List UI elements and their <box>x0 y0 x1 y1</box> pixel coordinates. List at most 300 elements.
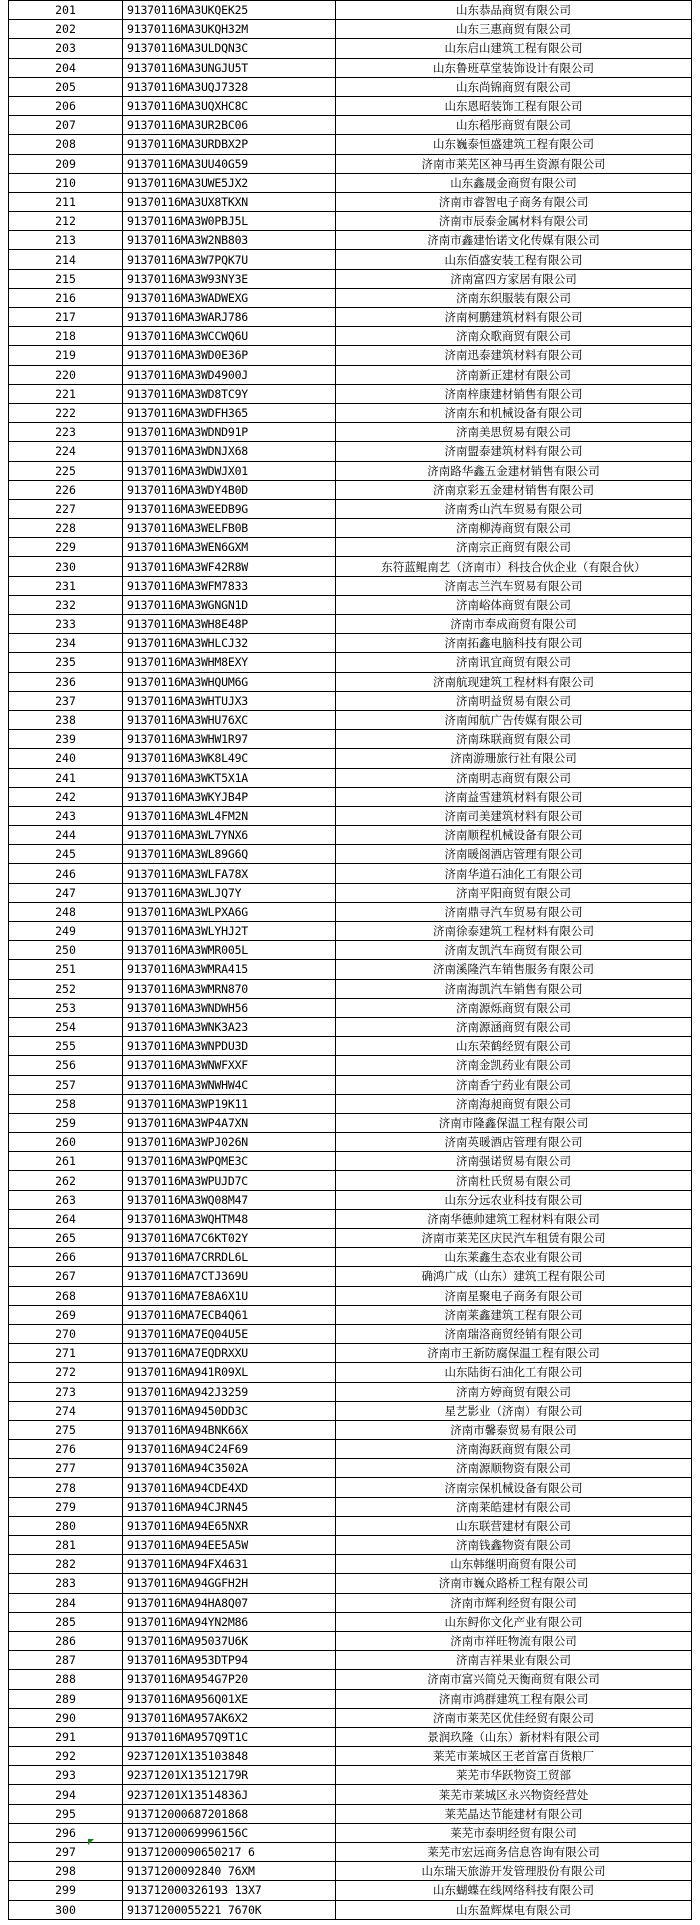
company-name-cell[interactable]: 济南方婷商贸有限公司 <box>336 1382 692 1401</box>
row-number-cell[interactable]: 283 <box>9 1574 123 1593</box>
company-name-cell[interactable]: 济南海昶商贸有限公司 <box>336 1094 692 1113</box>
credit-code-cell[interactable]: 91370116MA3UU40G59 <box>123 154 336 173</box>
company-name-cell[interactable]: 山东莱鑫生态农业有限公司 <box>336 1248 692 1267</box>
company-name-cell[interactable]: 济南星聚电子商务有限公司 <box>336 1286 692 1305</box>
credit-code-cell[interactable]: 91370116MA3WLJQ7Y <box>123 883 336 902</box>
row-number-cell[interactable]: 261 <box>9 1152 123 1171</box>
row-number-cell[interactable]: 222 <box>9 403 123 422</box>
credit-code-cell[interactable]: 91370116MA3WNWHW4C <box>123 1075 336 1094</box>
credit-code-cell[interactable]: 91370116MA3WL4FM2N <box>123 806 336 825</box>
credit-code-cell[interactable]: 91370116MA3WPJ026N <box>123 1133 336 1152</box>
company-name-cell[interactable]: 山东瑞天旅游开发管理股份有限公司 <box>336 1862 692 1881</box>
credit-code-cell[interactable]: 91370116MA3WMRA415 <box>123 960 336 979</box>
credit-code-cell[interactable]: 91370116MA94EE5A5W <box>123 1536 336 1555</box>
company-name-cell[interactable]: 济南益雪建筑材料有限公司 <box>336 787 692 806</box>
row-number-cell[interactable]: 298 <box>9 1862 123 1881</box>
company-name-cell[interactable]: 济南众歌商贸有限公司 <box>336 327 692 346</box>
credit-code-cell[interactable]: 91370116MA957Q9T1C <box>123 1727 336 1746</box>
credit-code-cell[interactable]: 91370116MA3WDY4B0D <box>123 480 336 499</box>
credit-code-cell[interactable]: 91370116MA3WEN6GXM <box>123 538 336 557</box>
credit-code-cell[interactable]: 91370116MA3WCCWQ6U <box>123 327 336 346</box>
company-name-cell[interactable]: 济南市鸿群建筑工程有限公司 <box>336 1689 692 1708</box>
company-name-cell[interactable]: 山东三惠商贸有限公司 <box>336 20 692 39</box>
company-name-cell[interactable]: 济南市祥旺物流有限公司 <box>336 1631 692 1650</box>
company-name-cell[interactable]: 济南市隆鑫保温工程有限公司 <box>336 1113 692 1132</box>
row-number-cell[interactable]: 245 <box>9 845 123 864</box>
credit-code-cell[interactable]: 91370116MA3WNWFXXF <box>123 1056 336 1075</box>
row-number-cell[interactable]: 248 <box>9 902 123 921</box>
credit-code-cell[interactable]: 91370116MA3WL7YNX6 <box>123 826 336 845</box>
row-number-cell[interactable]: 212 <box>9 212 123 231</box>
row-number-cell[interactable]: 204 <box>9 58 123 77</box>
company-name-cell[interactable]: 山东鲟你文化产业有限公司 <box>336 1612 692 1631</box>
row-number-cell[interactable]: 215 <box>9 269 123 288</box>
credit-code-cell[interactable]: 91370116MA94CDE4XD <box>123 1478 336 1497</box>
credit-code-cell[interactable]: 91370116MA3WPQME3C <box>123 1152 336 1171</box>
credit-code-cell[interactable]: 91370116MA3W0PBJ5L <box>123 212 336 231</box>
credit-code-cell[interactable]: 91371200069996156C <box>123 1823 336 1842</box>
row-number-cell[interactable]: 241 <box>9 768 123 787</box>
company-name-cell[interactable]: 济南峪体商贸有限公司 <box>336 595 692 614</box>
credit-code-cell[interactable]: 91370116MA7EQDRXXU <box>123 1344 336 1363</box>
row-number-cell[interactable]: 299 <box>9 1881 123 1900</box>
company-name-cell[interactable]: 济南宗保机械设备有限公司 <box>336 1478 692 1497</box>
credit-code-cell[interactable]: 91370116MA3URDBX2P <box>123 135 336 154</box>
credit-code-cell[interactable]: 91370116MA3WLPXA6G <box>123 902 336 921</box>
company-name-cell[interactable]: 济南金凯药业有限公司 <box>336 1056 692 1075</box>
row-number-cell[interactable]: 284 <box>9 1593 123 1612</box>
credit-code-cell[interactable]: 91370116MA942J3259 <box>123 1382 336 1401</box>
row-number-cell[interactable]: 262 <box>9 1171 123 1190</box>
row-number-cell[interactable]: 271 <box>9 1344 123 1363</box>
row-number-cell[interactable]: 253 <box>9 998 123 1017</box>
credit-code-cell[interactable]: 91370116MA3WADWEXG <box>123 288 336 307</box>
row-number-cell[interactable]: 232 <box>9 595 123 614</box>
company-name-cell[interactable]: 山东荣鹤经贸有限公司 <box>336 1037 692 1056</box>
row-number-cell[interactable]: 259 <box>9 1113 123 1132</box>
row-number-cell[interactable]: 265 <box>9 1229 123 1248</box>
row-number-cell[interactable]: 210 <box>9 173 123 192</box>
row-number-cell[interactable]: 249 <box>9 922 123 941</box>
company-name-cell[interactable]: 确鸿广成（山东）建筑工程有限公司 <box>336 1267 692 1286</box>
credit-code-cell[interactable]: 91370116MA3WGNGN1D <box>123 595 336 614</box>
credit-code-cell[interactable]: 91370116MA3WNDWH56 <box>123 998 336 1017</box>
row-number-cell[interactable]: 236 <box>9 672 123 691</box>
company-name-cell[interactable]: 济南东和机械设备有限公司 <box>336 403 692 422</box>
credit-code-cell[interactable]: 91370116MA3WLFA78X <box>123 864 336 883</box>
credit-code-cell[interactable]: 91370116MA3UR2BC06 <box>123 116 336 135</box>
company-name-cell[interactable]: 山东蝴蝶在线网络科技有限公司 <box>336 1881 692 1900</box>
company-name-cell[interactable]: 济南市莱芜区庆民汽车租赁有限公司 <box>336 1229 692 1248</box>
company-name-cell[interactable]: 济南市奉成商贸有限公司 <box>336 615 692 634</box>
credit-code-cell[interactable]: 91370116MA94FX4631 <box>123 1555 336 1574</box>
company-name-cell[interactable]: 济南溪隆汽车销售服务有限公司 <box>336 960 692 979</box>
company-name-cell[interactable]: 山东鲁班草堂装饰设计有限公司 <box>336 58 692 77</box>
company-name-cell[interactable]: 济南游珊旅行社有限公司 <box>336 749 692 768</box>
row-number-cell[interactable]: 282 <box>9 1555 123 1574</box>
company-name-cell[interactable]: 济南香宁药业有限公司 <box>336 1075 692 1094</box>
row-number-cell[interactable]: 208 <box>9 135 123 154</box>
company-name-cell[interactable]: 山东恩昭装饰工程有限公司 <box>336 96 692 115</box>
credit-code-cell[interactable]: 91370116MA3WEEDB9G <box>123 499 336 518</box>
row-number-cell[interactable]: 257 <box>9 1075 123 1094</box>
company-name-cell[interactable]: 济南路华鑫五金建材销售有限公司 <box>336 461 692 480</box>
credit-code-cell[interactable]: 91370116MA3WHW1R97 <box>123 730 336 749</box>
company-name-cell[interactable]: 济南珠联商贸有限公司 <box>336 730 692 749</box>
credit-code-cell[interactable]: 91370116MA3WDFH365 <box>123 403 336 422</box>
row-number-cell[interactable]: 251 <box>9 960 123 979</box>
company-name-cell[interactable]: 济南英暖酒店管理有限公司 <box>336 1133 692 1152</box>
company-name-cell[interactable]: 济南平阳商贸有限公司 <box>336 883 692 902</box>
credit-code-cell[interactable]: 91370116MA3WHM8EXY <box>123 653 336 672</box>
company-name-cell[interactable]: 济南暖阁酒店管理有限公司 <box>336 845 692 864</box>
credit-code-cell[interactable]: 91370116MA94E65NXR <box>123 1516 336 1535</box>
credit-code-cell[interactable]: 91370116MA3WD4900J <box>123 365 336 384</box>
row-number-cell[interactable]: 277 <box>9 1459 123 1478</box>
row-number-cell[interactable]: 281 <box>9 1536 123 1555</box>
company-name-cell[interactable]: 济南航现建筑工程材料有限公司 <box>336 672 692 691</box>
row-number-cell[interactable]: 211 <box>9 192 123 211</box>
row-number-cell[interactable]: 229 <box>9 538 123 557</box>
row-number-cell[interactable]: 269 <box>9 1305 123 1324</box>
credit-code-cell[interactable]: 91370116MA3WHTUJX3 <box>123 691 336 710</box>
row-number-cell[interactable]: 224 <box>9 442 123 461</box>
company-name-cell[interactable]: 济南市王新防腐保温工程有限公司 <box>336 1344 692 1363</box>
row-number-cell[interactable]: 231 <box>9 576 123 595</box>
credit-code-cell[interactable]: 91370116MA3WL89G6Q <box>123 845 336 864</box>
row-number-cell[interactable]: 242 <box>9 787 123 806</box>
company-name-cell[interactable]: 济南源涵商贸有限公司 <box>336 1017 692 1036</box>
row-number-cell[interactable]: 218 <box>9 327 123 346</box>
row-number-cell[interactable]: 203 <box>9 39 123 58</box>
company-name-cell[interactable]: 山东韩继明商贸有限公司 <box>336 1555 692 1574</box>
row-number-cell[interactable]: 235 <box>9 653 123 672</box>
row-number-cell[interactable]: 246 <box>9 864 123 883</box>
credit-code-cell[interactable]: 91370116MA3WQHTM48 <box>123 1209 336 1228</box>
credit-code-cell[interactable]: 91370116MA954G7P20 <box>123 1670 336 1689</box>
company-name-cell[interactable]: 莱芜市莱城区王老首富百货粮厂 <box>336 1747 692 1766</box>
credit-code-cell[interactable]: 91370116MA3UKQEK25 <box>123 1 336 20</box>
row-number-cell[interactable]: 243 <box>9 806 123 825</box>
company-name-cell[interactable]: 济南明益贸易有限公司 <box>336 691 692 710</box>
company-name-cell[interactable]: 莱芜市泰明经贸有限公司 <box>336 1823 692 1842</box>
company-name-cell[interactable]: 济南市富兴简兑天衡商贸有限公司 <box>336 1670 692 1689</box>
credit-code-cell[interactable]: 91370116MA3WD8TC9Y <box>123 384 336 403</box>
credit-code-cell[interactable]: 91370116MA94GGFH2H <box>123 1574 336 1593</box>
row-number-cell[interactable]: 260 <box>9 1133 123 1152</box>
credit-code-cell[interactable]: 91370116MA3UQJ7328 <box>123 77 336 96</box>
credit-code-cell[interactable]: 91370116MA3UNGJU5T <box>123 58 336 77</box>
company-name-cell[interactable]: 景润玖隆（山东）新材料有限公司 <box>336 1727 692 1746</box>
row-number-cell[interactable]: 266 <box>9 1248 123 1267</box>
row-number-cell[interactable]: 286 <box>9 1631 123 1650</box>
credit-code-cell[interactable]: 91370116MA3W2NB803 <box>123 231 336 250</box>
row-number-cell[interactable]: 294 <box>9 1785 123 1804</box>
company-name-cell[interactable]: 济南华德帅建筑工程材料有限公司 <box>336 1209 692 1228</box>
credit-code-cell[interactable]: 91370116MA3WK8L49C <box>123 749 336 768</box>
credit-code-cell[interactable]: 913712000687201868 <box>123 1804 336 1823</box>
row-number-cell[interactable]: 285 <box>9 1612 123 1631</box>
credit-code-cell[interactable]: 91370116MA3WQ08M47 <box>123 1190 336 1209</box>
company-name-cell[interactable]: 济南源烁商贸有限公司 <box>336 998 692 1017</box>
company-name-cell[interactable]: 济南市莱芜区优佳经贸有限公司 <box>336 1708 692 1727</box>
credit-code-cell[interactable]: 91370116MA3UWE5JX2 <box>123 173 336 192</box>
credit-code-cell[interactable]: 91370116MA7EQ04U5E <box>123 1324 336 1343</box>
row-number-cell[interactable]: 292 <box>9 1747 123 1766</box>
row-number-cell[interactable]: 289 <box>9 1689 123 1708</box>
credit-code-cell[interactable]: 91370116MA94CJRN45 <box>123 1497 336 1516</box>
credit-code-cell[interactable]: 91370116MA3WKT5X1A <box>123 768 336 787</box>
row-number-cell[interactable]: 255 <box>9 1037 123 1056</box>
row-number-cell[interactable]: 256 <box>9 1056 123 1075</box>
credit-code-cell[interactable]: 91370116MA3WKYJB4P <box>123 787 336 806</box>
credit-code-cell[interactable]: 91370116MA3WNK3A23 <box>123 1017 336 1036</box>
row-number-cell[interactable]: 280 <box>9 1516 123 1535</box>
company-name-cell[interactable]: 莱芜晶达节能建材有限公司 <box>336 1804 692 1823</box>
credit-code-cell[interactable]: 91371200092840 76XM <box>123 1862 336 1881</box>
row-number-cell[interactable]: 206 <box>9 96 123 115</box>
company-name-cell[interactable]: 济南源顺物资有限公司 <box>336 1459 692 1478</box>
row-number-cell[interactable]: 279 <box>9 1497 123 1516</box>
row-number-cell[interactable]: 239 <box>9 730 123 749</box>
company-name-cell[interactable]: 山东盈辉煤电有限公司 <box>336 1900 692 1919</box>
credit-code-cell[interactable]: 91370116MA94C24F69 <box>123 1440 336 1459</box>
credit-code-cell[interactable]: 91370116MA3W93NY3E <box>123 269 336 288</box>
company-name-cell[interactable]: 济南市鑫建怡诺文化传媒有限公司 <box>336 231 692 250</box>
row-number-cell[interactable]: 220 <box>9 365 123 384</box>
company-name-cell[interactable]: 济南钱鑫物资有限公司 <box>336 1536 692 1555</box>
row-number-cell[interactable]: 270 <box>9 1324 123 1343</box>
credit-code-cell[interactable]: 91370116MA3WPUJD7C <box>123 1171 336 1190</box>
row-number-cell[interactable]: 205 <box>9 77 123 96</box>
credit-code-cell[interactable]: 92371201X13514836J <box>123 1785 336 1804</box>
row-number-cell[interactable]: 293 <box>9 1766 123 1785</box>
credit-code-cell[interactable]: 91370116MA3WFM7833 <box>123 576 336 595</box>
row-number-cell[interactable]: 287 <box>9 1651 123 1670</box>
row-number-cell[interactable]: 214 <box>9 250 123 269</box>
row-number-cell[interactable]: 209 <box>9 154 123 173</box>
credit-code-cell[interactable]: 91370116MA7E8A6X1U <box>123 1286 336 1305</box>
row-number-cell[interactable]: 230 <box>9 557 123 576</box>
company-name-cell[interactable]: 济南杜氏贸易有限公司 <box>336 1171 692 1190</box>
company-name-cell[interactable]: 东符蓝鲲南艺（济南市）科技合伙企业（有限合伙） <box>336 557 692 576</box>
row-number-cell[interactable]: 258 <box>9 1094 123 1113</box>
credit-code-cell[interactable]: 91370116MA3UQXHC8C <box>123 96 336 115</box>
row-number-cell[interactable]: 264 <box>9 1209 123 1228</box>
company-name-cell[interactable]: 济南华道石油化工有限公司 <box>336 864 692 883</box>
row-number-cell[interactable]: 247 <box>9 883 123 902</box>
credit-code-cell[interactable]: 92371201X13512179R <box>123 1766 336 1785</box>
row-number-cell[interactable]: 234 <box>9 634 123 653</box>
credit-code-cell[interactable]: 91370116MA3UKQH32M <box>123 20 336 39</box>
company-name-cell[interactable]: 山东稻彤商贸有限公司 <box>336 116 692 135</box>
row-number-cell[interactable]: 263 <box>9 1190 123 1209</box>
credit-code-cell[interactable]: 91370116MA3WHU76XC <box>123 710 336 729</box>
row-number-cell[interactable]: 240 <box>9 749 123 768</box>
row-number-cell[interactable]: 278 <box>9 1478 123 1497</box>
company-name-cell[interactable]: 山东巍泰恒盛建筑工程有限公司 <box>336 135 692 154</box>
row-number-cell[interactable]: 254 <box>9 1017 123 1036</box>
company-name-cell[interactable]: 济南顺程机械设备有限公司 <box>336 826 692 845</box>
row-number-cell[interactable]: 296 <box>9 1823 123 1842</box>
company-name-cell[interactable]: 济南海跃商贸有限公司 <box>336 1440 692 1459</box>
company-name-cell[interactable]: 济南司美建筑材料有限公司 <box>336 806 692 825</box>
row-number-cell[interactable]: 237 <box>9 691 123 710</box>
row-number-cell[interactable]: 202 <box>9 20 123 39</box>
company-name-cell[interactable]: 济南市辉利经贸有限公司 <box>336 1593 692 1612</box>
credit-code-cell[interactable]: 91370116MA7C6KT02Y <box>123 1229 336 1248</box>
credit-code-cell[interactable]: 92371201X135103848 <box>123 1747 336 1766</box>
row-number-cell[interactable]: 288 <box>9 1670 123 1689</box>
row-number-cell[interactable]: 272 <box>9 1363 123 1382</box>
row-number-cell[interactable]: 217 <box>9 308 123 327</box>
credit-code-cell[interactable]: 91370116MA7CTJ369U <box>123 1267 336 1286</box>
credit-code-cell[interactable]: 91370116MA3WDND91P <box>123 423 336 442</box>
row-number-cell[interactable]: 238 <box>9 710 123 729</box>
credit-code-cell[interactable]: 91370116MA957AK6X2 <box>123 1708 336 1727</box>
company-name-cell[interactable]: 济南拓鑫电脑科技有限公司 <box>336 634 692 653</box>
row-number-cell[interactable]: 300 <box>9 1900 123 1919</box>
company-name-cell[interactable]: 济南秀山汽车贸易有限公司 <box>336 499 692 518</box>
credit-code-cell[interactable]: 91370116MA3WP19K11 <box>123 1094 336 1113</box>
credit-code-cell[interactable]: 91370116MA3WDNJX68 <box>123 442 336 461</box>
credit-code-cell[interactable]: 91370116MA95037U6K <box>123 1631 336 1650</box>
credit-code-cell[interactable]: 91370116MA3WD0E36P <box>123 346 336 365</box>
company-name-cell[interactable]: 山东陆街石油化工有限公司 <box>336 1363 692 1382</box>
row-number-cell[interactable]: 201 <box>9 1 123 20</box>
row-number-cell[interactable]: 227 <box>9 499 123 518</box>
company-name-cell[interactable]: 济南莱皓建材有限公司 <box>336 1497 692 1516</box>
credit-code-cell[interactable]: 91370116MA3UX8TKXN <box>123 192 336 211</box>
credit-code-cell[interactable]: 91370116MA3W7PQK7U <box>123 250 336 269</box>
company-name-cell[interactable]: 济南海凯汽车销售有限公司 <box>336 979 692 998</box>
company-name-cell[interactable]: 济南梓康建材销售有限公司 <box>336 384 692 403</box>
company-name-cell[interactable]: 山东佰盛安装工程有限公司 <box>336 250 692 269</box>
credit-code-cell[interactable]: 91370116MA3WHQUM6G <box>123 672 336 691</box>
credit-code-cell[interactable]: 91370116MA3WMR005L <box>123 941 336 960</box>
credit-code-cell[interactable]: 91370116MA941R09XL <box>123 1363 336 1382</box>
row-number-cell[interactable]: 295 <box>9 1804 123 1823</box>
credit-code-cell[interactable]: 91371200055221 7670K <box>123 1900 336 1919</box>
credit-code-cell[interactable]: 91370116MA3WARJ786 <box>123 308 336 327</box>
company-name-cell[interactable]: 济南市睿智电子商务有限公司 <box>336 192 692 211</box>
row-number-cell[interactable]: 216 <box>9 288 123 307</box>
credit-code-cell[interactable]: 91370116MA3WHLCJ32 <box>123 634 336 653</box>
company-name-cell[interactable]: 济南明志商贸有限公司 <box>336 768 692 787</box>
company-name-cell[interactable]: 济南强诺贸易有限公司 <box>336 1152 692 1171</box>
company-name-cell[interactable]: 济南讯宜商贸有限公司 <box>336 653 692 672</box>
company-name-cell[interactable]: 济南市巍众路桥工程有限公司 <box>336 1574 692 1593</box>
company-name-cell[interactable]: 济南富四方家居有限公司 <box>336 269 692 288</box>
credit-code-cell[interactable]: 91370116MA94BNK66X <box>123 1420 336 1439</box>
credit-code-cell[interactable]: 91370116MA9450DD3C <box>123 1401 336 1420</box>
company-name-cell[interactable]: 山东分远农业科技有限公司 <box>336 1190 692 1209</box>
credit-code-cell[interactable]: 91370116MA94C3502A <box>123 1459 336 1478</box>
company-name-cell[interactable]: 星艺影业（济南）有限公司 <box>336 1401 692 1420</box>
row-number-cell[interactable]: 297 <box>9 1843 123 1862</box>
credit-code-cell[interactable]: 91370116MA94YN2M86 <box>123 1612 336 1631</box>
company-name-cell[interactable]: 莱芜市宏远商务信息咨询有限公司 <box>336 1843 692 1862</box>
company-name-cell[interactable]: 济南莱鑫建筑工程有限公司 <box>336 1305 692 1324</box>
credit-code-cell[interactable]: 91370116MA956Q01XE <box>123 1689 336 1708</box>
credit-code-cell[interactable]: 91370116MA3WNPDU3D <box>123 1037 336 1056</box>
row-number-cell[interactable]: 223 <box>9 423 123 442</box>
company-name-cell[interactable]: 济南新正建材有限公司 <box>336 365 692 384</box>
credit-code-cell[interactable]: 91370116MA3WH8E48P <box>123 615 336 634</box>
company-name-cell[interactable]: 莱芜市华跃物资工贸部 <box>336 1766 692 1785</box>
credit-code-cell[interactable]: 91370116MA3WP4A7XN <box>123 1113 336 1132</box>
row-number-cell[interactable]: 276 <box>9 1440 123 1459</box>
company-name-cell[interactable]: 山东联营建材有限公司 <box>336 1516 692 1535</box>
row-number-cell[interactable]: 274 <box>9 1401 123 1420</box>
company-name-cell[interactable]: 济南迅泰建筑材料有限公司 <box>336 346 692 365</box>
company-name-cell[interactable]: 莱芜市莱城区永兴物资经营处 <box>336 1785 692 1804</box>
credit-code-cell[interactable]: 91370116MA3ULDQN3C <box>123 39 336 58</box>
credit-code-cell[interactable]: 91370116MA94HA8Q07 <box>123 1593 336 1612</box>
credit-code-cell[interactable]: 91370116MA7ECB4Q61 <box>123 1305 336 1324</box>
row-number-cell[interactable]: 221 <box>9 384 123 403</box>
credit-code-cell[interactable]: 91371200090650217 6 <box>123 1843 336 1862</box>
credit-code-cell[interactable]: 913712000326193 13X7 <box>123 1881 336 1900</box>
company-name-cell[interactable]: 山东恭品商贸有限公司 <box>336 1 692 20</box>
row-number-cell[interactable]: 291 <box>9 1727 123 1746</box>
company-name-cell[interactable]: 济南吉祥果业有限公司 <box>336 1651 692 1670</box>
company-name-cell[interactable]: 济南宗正商贸有限公司 <box>336 538 692 557</box>
credit-code-cell[interactable]: 91370116MA3WMRN870 <box>123 979 336 998</box>
row-number-cell[interactable]: 268 <box>9 1286 123 1305</box>
row-number-cell[interactable]: 207 <box>9 116 123 135</box>
company-name-cell[interactable]: 济南闻航广告传媒有限公司 <box>336 710 692 729</box>
row-number-cell[interactable]: 275 <box>9 1420 123 1439</box>
company-name-cell[interactable]: 济南瑞洛商贸经销有限公司 <box>336 1324 692 1343</box>
company-name-cell[interactable]: 济南鼎寻汽车贸易有限公司 <box>336 902 692 921</box>
credit-code-cell[interactable]: 91370116MA953DTP94 <box>123 1651 336 1670</box>
credit-code-cell[interactable]: 91370116MA7CRRDL6L <box>123 1248 336 1267</box>
row-number-cell[interactable]: 252 <box>9 979 123 998</box>
company-name-cell[interactable]: 济南美思贸易有限公司 <box>336 423 692 442</box>
company-name-cell[interactable]: 济南盟泰建筑材料有限公司 <box>336 442 692 461</box>
credit-code-cell[interactable]: 91370116MA3WELFB0B <box>123 519 336 538</box>
company-name-cell[interactable]: 济南东织服装有限公司 <box>336 288 692 307</box>
company-name-cell[interactable]: 济南徐泰建筑工程材料有限公司 <box>336 922 692 941</box>
row-number-cell[interactable]: 213 <box>9 231 123 250</box>
row-number-cell[interactable]: 267 <box>9 1267 123 1286</box>
row-number-cell[interactable]: 290 <box>9 1708 123 1727</box>
credit-code-cell[interactable]: 91370116MA3WLYHJ2T <box>123 922 336 941</box>
company-name-cell[interactable]: 济南京彩五金建材销售有限公司 <box>336 480 692 499</box>
company-name-cell[interactable]: 济南柳涛商贸有限公司 <box>336 519 692 538</box>
company-name-cell[interactable]: 济南市莱芜区神马再生资源有限公司 <box>336 154 692 173</box>
row-number-cell[interactable]: 228 <box>9 519 123 538</box>
company-name-cell[interactable]: 济南柯鹏建筑材料有限公司 <box>336 308 692 327</box>
credit-code-cell[interactable]: 91370116MA3WF42R8W <box>123 557 336 576</box>
company-name-cell[interactable]: 济南志兰汽车贸易有限公司 <box>336 576 692 595</box>
company-name-cell[interactable]: 济南市辰泰金属材料有限公司 <box>336 212 692 231</box>
row-number-cell[interactable]: 244 <box>9 826 123 845</box>
company-name-cell[interactable]: 山东鑫晟金商贸有限公司 <box>336 173 692 192</box>
row-number-cell[interactable]: 219 <box>9 346 123 365</box>
company-name-cell[interactable]: 济南市馨泰贸易有限公司 <box>336 1420 692 1439</box>
company-name-cell[interactable]: 山东启山建筑工程有限公司 <box>336 39 692 58</box>
company-name-cell[interactable]: 山东尚锦商贸有限公司 <box>336 77 692 96</box>
credit-code-cell[interactable]: 91370116MA3WDWJX01 <box>123 461 336 480</box>
row-number-cell[interactable]: 250 <box>9 941 123 960</box>
row-number-cell[interactable]: 225 <box>9 461 123 480</box>
row-number-cell[interactable]: 226 <box>9 480 123 499</box>
row-number-cell[interactable]: 233 <box>9 615 123 634</box>
row-number-cell[interactable]: 273 <box>9 1382 123 1401</box>
company-name-cell[interactable]: 济南友凯汽车商贸有限公司 <box>336 941 692 960</box>
